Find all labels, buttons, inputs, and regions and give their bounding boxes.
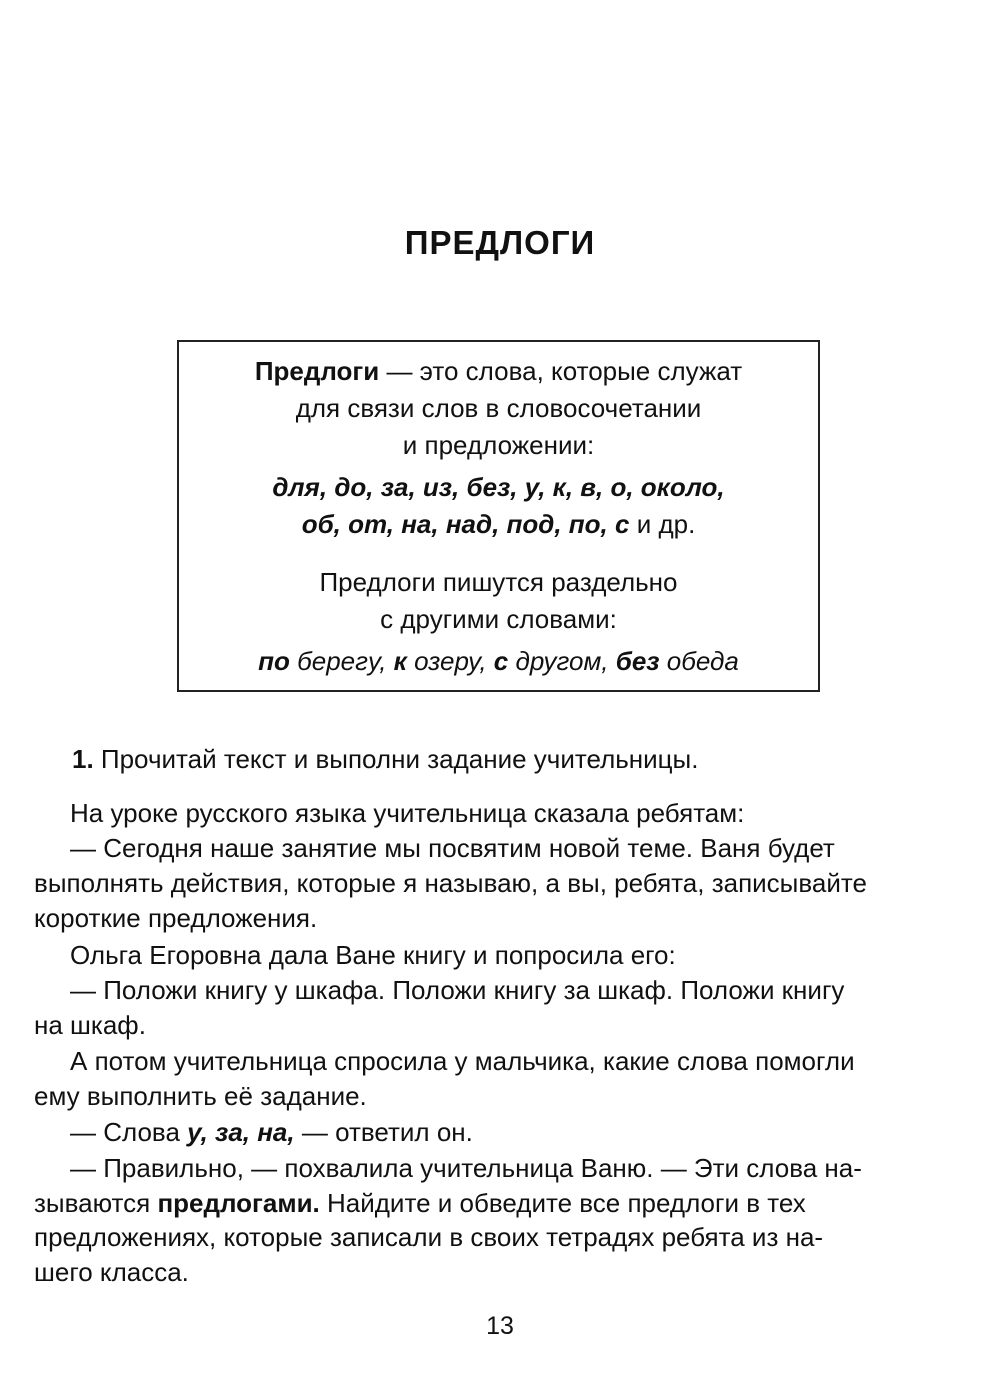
page-number: 13 xyxy=(486,1312,514,1340)
rule-box xyxy=(177,340,820,692)
text-line: ему выполнить её задание. xyxy=(34,1081,367,1111)
text-line: выполнять действия, которые я называю, а вы, ребята, записывайте xyxy=(34,868,867,898)
definition-line-3: и предложении: xyxy=(402,430,595,460)
exercise-task xyxy=(72,744,1000,775)
definition-line-2: для связи слов в словосочетании xyxy=(295,393,702,423)
rule-term: Предлоги xyxy=(254,356,380,386)
term-highlight: предлогами. xyxy=(157,1188,320,1218)
final-line-post: Найдите и обведите все предлоги в тех xyxy=(319,1188,806,1218)
page-title: ПРЕДЛОГИ xyxy=(404,224,596,261)
phrase-word: берегу, xyxy=(289,646,394,676)
text-line: — Сегодня наше занятие мы посвятим новой теме. Ваня будет xyxy=(70,833,835,863)
text-line: Ольга Егоровна дала Ване книгу и попросила его: xyxy=(70,940,676,970)
examples-line-2-prepositions: об, от, на, над, под, по, с xyxy=(301,509,630,539)
definition-rest: — это слова, которые служат xyxy=(379,356,743,386)
text-line: короткие предложения. xyxy=(34,903,318,933)
text-line: На уроке русского языка учительница сказала ребятам: xyxy=(70,798,745,828)
answer-line xyxy=(70,1117,1000,1148)
phrase-prep: без xyxy=(615,646,660,676)
answer-prepositions: у, за, на, xyxy=(187,1117,295,1147)
phrase-word: обеда xyxy=(659,646,739,676)
examples-line-2-tail: и др. xyxy=(629,509,696,539)
exercise-task-text: Прочитай текст и выполни задание учительницы. xyxy=(93,744,699,774)
phrase-word: озеру, xyxy=(406,646,494,676)
phrase-word: другом, xyxy=(508,646,616,676)
spelling-line-1: Предлоги пишутся раздельно xyxy=(319,567,678,597)
examples-line-1: для, до, за, из, без, у, к, в, о, около, xyxy=(272,472,725,502)
example-phrases xyxy=(179,646,818,677)
final-line-pre: зываются xyxy=(34,1188,158,1218)
text-line: — Положи книгу у шкафа. Положи книгу за шкаф. Положи книгу xyxy=(70,975,845,1005)
phrase-prep: по xyxy=(258,646,290,676)
definition-line-1 xyxy=(179,356,818,387)
text-line: предложениях, которые записали в своих тетрадях ребята из на- xyxy=(34,1222,824,1252)
text-line: — Правильно, — похвалила учительница Ваню. — Эти слова на- xyxy=(70,1153,862,1183)
text-line: на шкаф. xyxy=(34,1010,146,1040)
answer-post: — ответил он. xyxy=(294,1117,473,1147)
answer-pre: — Слова xyxy=(70,1117,188,1147)
examples-line-2 xyxy=(179,509,818,540)
phrase-prep: к xyxy=(393,646,407,676)
spelling-line-2: с другими словами: xyxy=(380,604,617,634)
exercise-number: 1. xyxy=(72,744,94,774)
text-line: А потом учительница спросила у мальчика, какие слова помогли xyxy=(70,1046,855,1076)
phrase-prep: с xyxy=(493,646,509,676)
text-line: шего класса. xyxy=(34,1257,189,1287)
text-line xyxy=(34,1188,964,1219)
